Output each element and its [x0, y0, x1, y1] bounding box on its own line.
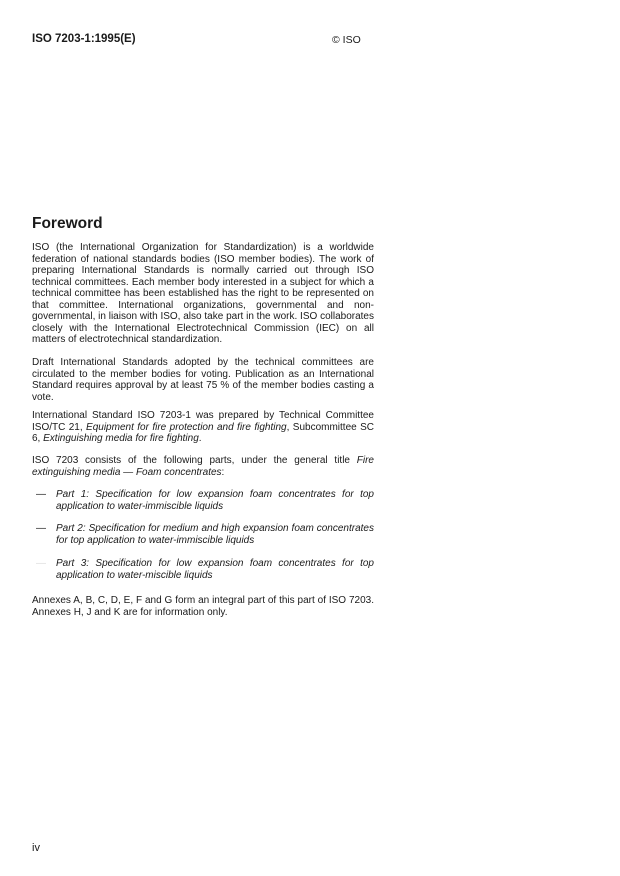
list-item-part-1: [36, 489, 374, 512]
paragraph-draft-standards: Draft International Standards adopted by the technical committees are circulated to the member bodies for voting. Publication as an International Standard requires approval by at least 75 % of the member bodies casting a vote.: [32, 357, 374, 403]
paragraph-iso-intro: ISO (the International Organization for Standardization) is a worldwide federation of national standards bodies (ISO member bodies). The work of preparing International Standards is normally carried out through ISO technical committees. Each member body interested in a subject for which a technical committee has been established has the right to be represented on that committee. International organizations, governmental and non-governmental, in liaison with ISO, also take part in the work. ISO collaborates closely with the International Electrotechnical Commission (IEC) on all matters of electrotechnical standardization.: [32, 242, 374, 345]
dash: —: [36, 489, 46, 500]
text: , Subcommittee SC 6,: [32, 421, 374, 444]
paragraph-annexes: Annexes A, B, C, D, E, F and G form an integral part of this part of ISO 7203. Annexes H, J and K are for information only.: [32, 595, 374, 618]
document-id: ISO 7203-1:1995(E): [32, 33, 136, 45]
section-title: Foreword: [32, 215, 103, 232]
subcommittee-title: Extinguishing media for fire fighting: [43, 433, 199, 444]
text: .: [198, 433, 202, 444]
general-title: Fire extinguishing media — Foam concentrates: [32, 455, 374, 478]
part-text: Part 3: Specification for low expansion foam concentrates for top application to water-miscible liquids: [56, 558, 374, 581]
list-item-part-2: [36, 523, 374, 546]
dash: —: [36, 558, 46, 569]
dash: —: [36, 523, 46, 534]
paragraph-preparation: [32, 410, 374, 445]
part-text: Part 2: Specification for medium and high expansion foam concentrates for top application to water-immiscible liquids: [56, 523, 374, 546]
text: International Standard ISO 7203-1 was prepared by Technical Committee ISO/TC 21,: [32, 410, 374, 433]
list-item-part-3: [36, 558, 374, 581]
page-number: iv: [32, 842, 40, 854]
committee-title: Equipment for fire protection and fire fighting: [86, 421, 287, 433]
copyright-notice: © ISO: [332, 34, 361, 46]
part-text: Part 1: Specification for low expansion foam concentrates for top application to water-immiscible liquids: [56, 489, 374, 512]
paragraph-parts-intro: [32, 455, 374, 478]
text: :: [221, 466, 225, 478]
text: ISO 7203 consists of the following parts, under the general title: [32, 455, 357, 466]
